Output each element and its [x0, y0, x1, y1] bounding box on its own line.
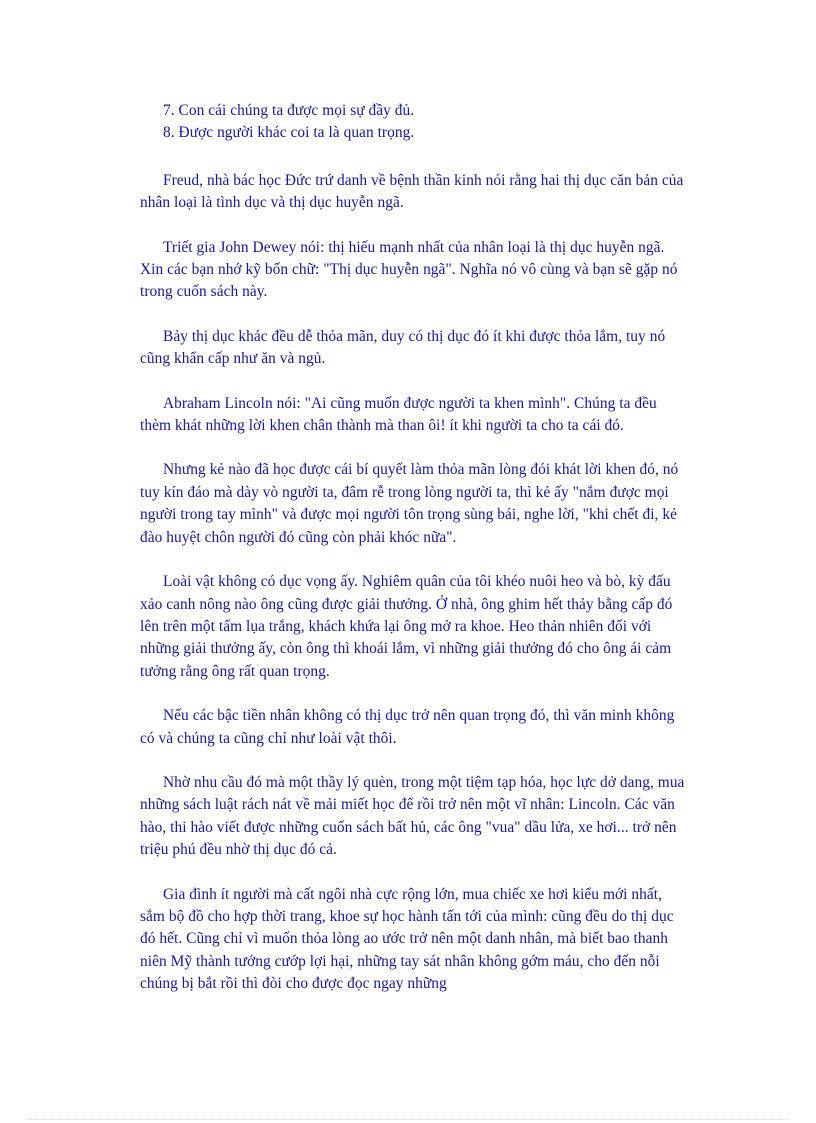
paragraph-lincoln-story: Nhờ nhu cầu đó mà một thầy lý quèn, trong một tiệm tạp hóa, học lực dở dang, mua những sách luật rách nát về mải miết học để rồi trở nên một vĩ nhân: Lincoln. Các văn hào, thi hào viết được những cuốn sách bất hủ, các ông "vua" dầu lửa, xe hơi... trở nên triệu phú đều nhờ thị dục đó cả.: [140, 773, 685, 859]
body-text: [140, 100, 685, 996]
list-item-7: 7. Con cái chúng ta được mọi sự đầy đủ.: [163, 102, 415, 119]
paragraph-civilization: Nếu các bậc tiền nhân không có thị dục trở nên quan trọng đó, thì văn minh không có và chúng ta cũng chỉ như loài vật thôi.: [140, 707, 675, 747]
list-item-8: 8. Được người khác coi ta là quan trọng.: [163, 124, 415, 142]
paragraph-dewey: Triết gia John Dewey nói: thị hiếu mạnh nhất của nhân loại là thị dục huyễn ngã. Xin các bạn nhớ kỹ bốn chữ: "Thị dục huyễn ngã". Nghĩa nó vô cùng và bạn sẽ gặp nó trong cuốn sách này.: [140, 238, 678, 301]
paragraph-freud: Freud, nhà bác học Đức trứ danh về bệnh thần kinh nói rằng hai thị dục căn bản của nhân loại là tình dục và thị dục huyễn ngã.: [140, 171, 684, 212]
paragraph-seven-desires: Bảy thị dục khác đều dễ thỏa mãn, duy có thị dục đó ít khi được thỏa lắm, tuy nó cũng khẩn cấp như ăn và ngủ.: [140, 327, 666, 368]
page-bottom-divider: [28, 1119, 788, 1120]
paragraph-families: Gia đình ít người mà cất ngôi nhà cực rộng lớn, mua chiếc xe hơi kiểu mới nhất, sắm bộ đồ cho hợp thời trang, khoe sự học hành tấn tới của mình: cũng đều do thị dục đó hết. Cũng chỉ vì muốn thỏa lòng ao ước trở nên một danh nhân, mà biết bao thanh niên Mỹ thành tướng cướp lợi hại, những tay sát nhân không gớm máu, cho đến nỗi chúng bị bắt rồi thì đòi cho được đọc ngay những: [140, 885, 674, 993]
paragraph-lincoln-quote: Abraham Lincoln nói: "Ai cũng muốn được người ta khen mình". Chúng ta đều thèm khát những lời khen chân thành mà than ôi! ít khi người ta cho ta cái đó.: [140, 394, 657, 435]
paragraph-secret-of-praise: Nhưng kẻ nào đã học được cái bí quyết làm thỏa mãn lòng đói khát lời khen đó, nó tuy kín đáo mà dày vò người ta, đâm rễ trong lòng người ta, thì kẻ ấy "nắm được mọi người trong tay mình" và được mọi người tôn trọng sùng bái, nghe lời, "khi chết đi, kẻ đào huyệt chôn người đó cũng còn phải khóc nữa".: [140, 461, 679, 546]
paragraph-animals: Loài vật không có dục vọng ấy. Nghiêm quân của tôi khéo nuôi heo và bò, kỳ đấu xảo canh nông nào ông cũng được giải thưởng. Ở nhà, ông ghim hết thảy bằng cấp đó lên trên một tấm lụa trắng, khách khứa lại ông mở ra khoe. Heo thản nhiên đối với những giải thưởng ấy, còn ông thì khoái lắm, vì những giải thưởng đó cho ông ái cảm tưởng rằng ông rất quan trọng.: [140, 573, 673, 680]
